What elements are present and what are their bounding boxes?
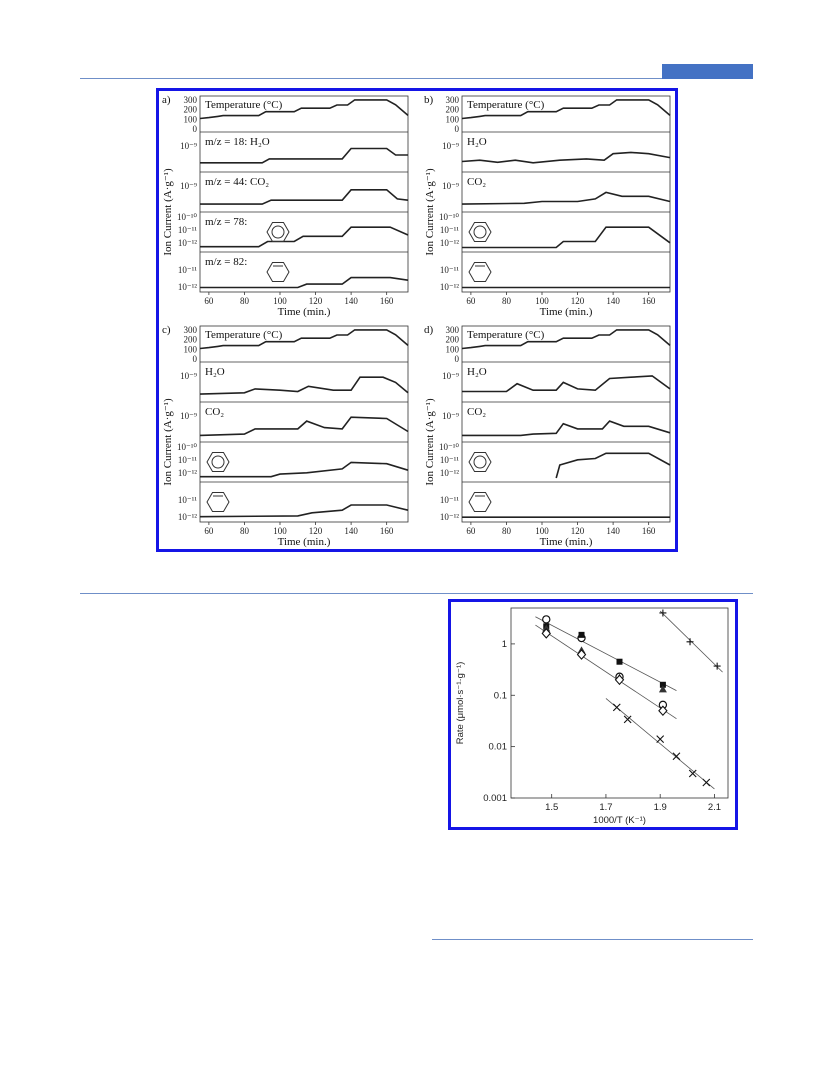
- panel-letter: b): [424, 94, 434, 106]
- ion-trace-row-2: [200, 190, 408, 204]
- x-axis-title: Time (min.): [277, 536, 331, 548]
- y-tick-label: 0.01: [488, 741, 507, 753]
- marker-plus: [659, 609, 666, 616]
- channel-label: H₂O: [467, 366, 487, 378]
- x-axis-title: Time (min.): [539, 306, 593, 318]
- plot-frame: [462, 96, 670, 292]
- marker-plus: [687, 638, 694, 645]
- ion-trace-row-1: [200, 149, 408, 163]
- x-tick-label: 140: [606, 526, 620, 536]
- x-tick-label: 1.7: [599, 802, 613, 813]
- x-tick-label: 80: [501, 526, 511, 536]
- x-tick-label: 80: [239, 526, 249, 536]
- temp-tick-label: 300: [183, 324, 197, 335]
- ion-tick-label: 10⁻⁹: [180, 181, 197, 191]
- channel-label: m/z = 82:: [205, 256, 248, 268]
- marker-square: [617, 659, 623, 665]
- plot-frame: [511, 608, 728, 798]
- x-tick-label: 100: [273, 526, 287, 536]
- ion-trace-row-1: [462, 152, 670, 162]
- temp-tick-label: 0: [454, 124, 459, 134]
- ion-tick-label: 10⁻¹⁰: [176, 442, 197, 452]
- ion-tick-label: 10⁻¹¹: [177, 225, 197, 235]
- ion-trace-row-1: [200, 377, 408, 394]
- ion-tick-label: 10⁻¹¹: [439, 225, 459, 235]
- x-tick-label: 160: [641, 526, 656, 536]
- ion-trace-row-4: [200, 505, 408, 517]
- ion-tick-label: 10⁻¹²: [439, 512, 459, 522]
- panel-letter: a): [162, 94, 171, 106]
- x-tick-label: 1.5: [545, 802, 559, 813]
- temp-tick-label: 0: [192, 124, 197, 134]
- ion-trace-row-3: [200, 462, 408, 476]
- ion-tick-label: 10⁻⁹: [180, 371, 197, 381]
- panel-c: [160, 322, 412, 548]
- temp-tick-label: 300: [445, 94, 459, 105]
- x-tick-label: 1.9: [653, 802, 667, 813]
- marker-square: [579, 632, 585, 638]
- ion-tick-label: 10⁻¹⁰: [438, 442, 459, 452]
- header-rule: [80, 78, 753, 79]
- y-axis-title: Ion Current (A·g⁻¹): [424, 168, 436, 256]
- benzene-icon: [267, 223, 289, 242]
- x-tick-label: 80: [239, 296, 249, 306]
- x-axis-title: Time (min.): [277, 306, 331, 318]
- channel-label: CO₂: [467, 406, 487, 418]
- channel-label: m/z = 78:: [205, 216, 248, 228]
- temp-tick-label: 0: [454, 354, 459, 364]
- x-tick-label: 160: [641, 296, 656, 306]
- x-tick-label: 60: [204, 296, 214, 306]
- y-axis-title: Ion Current (A·g⁻¹): [162, 168, 174, 256]
- cyclohexene-icon: [267, 263, 289, 282]
- ion-trace-row-3: [462, 227, 670, 247]
- ion-tick-label: 10⁻⁹: [442, 371, 459, 381]
- x-tick-label: 160: [379, 526, 394, 536]
- temperature-label: Temperature (°C): [205, 99, 283, 111]
- x-tick-label: 60: [466, 526, 476, 536]
- x-tick-label: 140: [606, 296, 620, 306]
- temp-tick-label: 100: [183, 114, 197, 125]
- cyclohexene-icon: [207, 493, 229, 512]
- ion-trace-row-2: [462, 421, 670, 435]
- panel-d: [422, 322, 674, 548]
- x-tick-label: 160: [379, 296, 394, 306]
- y-axis-title: Ion Current (A·g⁻¹): [424, 398, 436, 486]
- ion-trace-row-2: [462, 192, 670, 204]
- aromatic-ring-icon: [474, 456, 486, 468]
- ion-tick-label: 10⁻⁹: [442, 411, 459, 421]
- ion-tick-label: 10⁻¹²: [177, 238, 197, 248]
- x-tick-label: 140: [344, 296, 358, 306]
- temp-tick-label: 100: [445, 114, 459, 125]
- channel-label: H₂O: [467, 136, 487, 148]
- channel-label: m/z = 18: H₂O: [205, 136, 270, 148]
- arrhenius-chart: [451, 602, 735, 827]
- temperature-label: Temperature (°C): [205, 329, 283, 341]
- benzene-icon: [207, 453, 229, 472]
- marker-cross: [613, 704, 620, 711]
- marker-cross: [673, 753, 680, 760]
- ion-tick-label: 10⁻¹²: [177, 512, 197, 522]
- x-axis-title: 1000/T (K⁻¹): [593, 815, 646, 826]
- x-tick-label: 60: [466, 296, 476, 306]
- header-tab: [662, 64, 753, 79]
- section-rule-lower: [432, 939, 753, 940]
- y-axis-title: Rate (μmol·s⁻¹·g⁻¹): [455, 661, 466, 745]
- benzene-icon: [469, 223, 491, 242]
- x-tick-label: 100: [535, 296, 549, 306]
- marker-plus: [714, 663, 721, 670]
- temp-tick-label: 300: [183, 94, 197, 105]
- x-tick-label: 80: [501, 296, 511, 306]
- temp-tick-label: 200: [183, 104, 197, 115]
- x-tick-label: 100: [273, 296, 287, 306]
- ion-tick-label: 10⁻¹¹: [439, 495, 459, 505]
- ion-tick-label: 10⁻¹²: [177, 282, 197, 292]
- ion-tick-label: 10⁻¹²: [177, 468, 197, 478]
- temp-tick-label: 200: [445, 104, 459, 115]
- y-tick-label: 1: [501, 638, 507, 650]
- x-tick-label: 2.1: [707, 802, 722, 813]
- ion-tick-label: 10⁻¹¹: [177, 495, 197, 505]
- channel-label: H₂O: [205, 366, 225, 378]
- ion-trace-row-3: [200, 227, 408, 247]
- temperature-label: Temperature (°C): [467, 99, 545, 111]
- channel-label: m/z = 44: CO₂: [205, 176, 270, 188]
- temp-tick-label: 200: [183, 334, 197, 345]
- cyclohexene-icon: [469, 263, 491, 282]
- ion-trace-row-1: [462, 376, 670, 392]
- ion-tick-label: 10⁻¹¹: [177, 265, 197, 275]
- marker-cross: [703, 779, 710, 786]
- ion-tick-label: 10⁻⁹: [442, 141, 459, 151]
- ion-trace-row-2: [200, 417, 408, 435]
- x-tick-label: 140: [344, 526, 358, 536]
- ion-tick-label: 10⁻¹¹: [439, 265, 459, 275]
- panel-a: [160, 92, 412, 318]
- ion-tick-label: 10⁻¹²: [439, 468, 459, 478]
- benzene-icon: [469, 453, 491, 472]
- ion-trace-row-3: [556, 453, 670, 478]
- ion-tick-label: 10⁻¹²: [439, 282, 459, 292]
- x-tick-label: 100: [535, 526, 549, 536]
- x-axis-title: Time (min.): [539, 536, 593, 548]
- x-tick-label: 120: [308, 526, 323, 536]
- panel-b: [422, 92, 674, 318]
- channel-label: CO₂: [205, 406, 225, 418]
- fit-line-upper: [535, 617, 676, 691]
- ion-tick-label: 10⁻¹⁰: [176, 212, 197, 222]
- ion-tick-label: 10⁻⁹: [180, 411, 197, 421]
- ion-tick-label: 10⁻¹¹: [439, 455, 459, 465]
- temp-tick-label: 200: [445, 334, 459, 345]
- aromatic-ring-icon: [212, 456, 224, 468]
- channel-label: CO₂: [467, 176, 487, 188]
- ion-tick-label: 10⁻¹¹: [177, 455, 197, 465]
- aromatic-ring-icon: [474, 226, 486, 238]
- temperature-label: Temperature (°C): [467, 329, 545, 341]
- panel-letter: c): [162, 324, 171, 336]
- temp-tick-label: 100: [183, 344, 197, 355]
- ion-tick-label: 10⁻⁹: [180, 141, 197, 151]
- fit-line-lower: [535, 625, 676, 719]
- marker-cross: [657, 736, 664, 743]
- ion-tick-label: 10⁻¹²: [439, 238, 459, 248]
- y-tick-label: 0.1: [493, 690, 507, 702]
- x-tick-label: 60: [204, 526, 214, 536]
- panel-letter: d): [424, 324, 434, 336]
- marker-circle: [543, 616, 550, 623]
- temp-tick-label: 0: [192, 354, 197, 364]
- aromatic-ring-icon: [272, 226, 284, 238]
- cyclohexene-icon: [469, 493, 491, 512]
- x-tick-label: 120: [570, 526, 585, 536]
- ion-tick-label: 10⁻⁹: [442, 181, 459, 191]
- section-rule-upper: [80, 593, 753, 594]
- temp-tick-label: 100: [445, 344, 459, 355]
- ion-tick-label: 10⁻¹⁰: [438, 212, 459, 222]
- y-axis-title: Ion Current (A·g⁻¹): [162, 398, 174, 486]
- temp-tick-label: 300: [445, 324, 459, 335]
- ion-trace-row-4: [200, 278, 408, 288]
- y-tick-label: 0.001: [483, 793, 507, 804]
- x-tick-label: 120: [308, 296, 323, 306]
- x-tick-label: 120: [570, 296, 585, 306]
